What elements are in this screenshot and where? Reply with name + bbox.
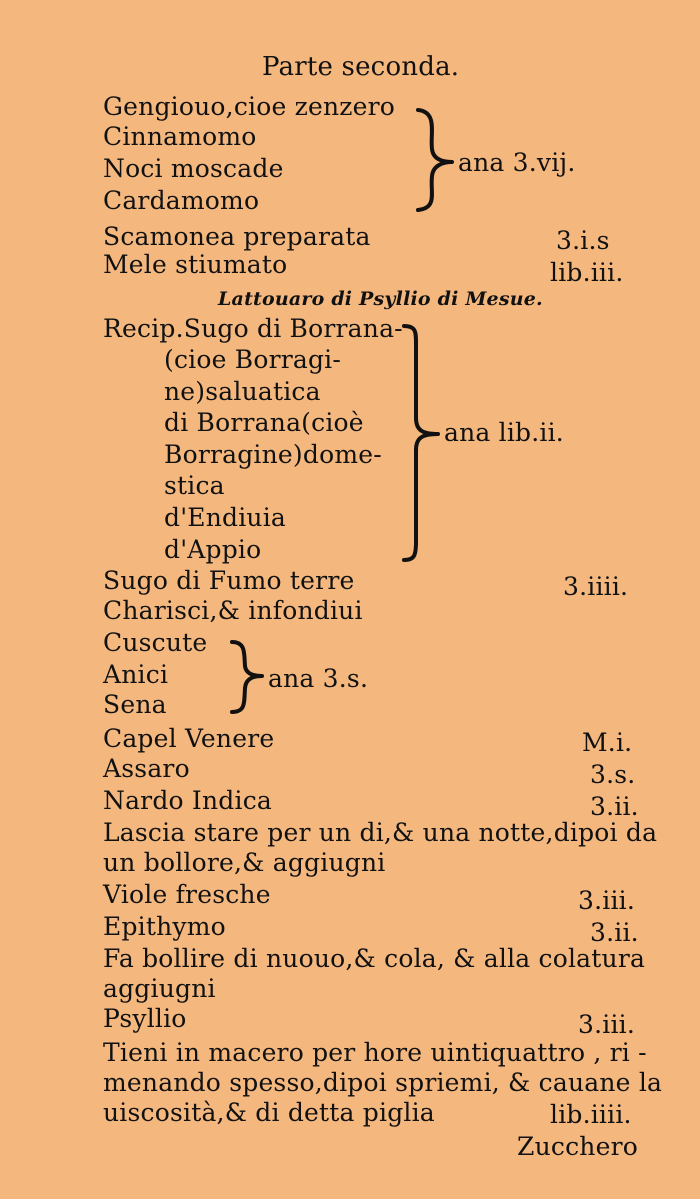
ingredient: Capel Venere bbox=[103, 724, 275, 753]
instruction-line: Charisci,& infondiui bbox=[103, 596, 363, 625]
quantity: 3.iii. bbox=[578, 1010, 635, 1039]
ingredient: Viole fresche bbox=[103, 880, 271, 909]
instruction-line: Lascia stare per un di,& una notte,dipoi da bbox=[103, 818, 658, 847]
quantity: 3.ii. bbox=[590, 918, 639, 947]
ingredient: Gengiouo,cioe zenzero bbox=[103, 92, 396, 121]
ingredient: (cioe Borragi- bbox=[164, 345, 342, 374]
ingredient: Borragine)dome- bbox=[164, 440, 382, 469]
ingredient: d'Endiuia bbox=[164, 503, 287, 532]
page-header: Parte seconda. bbox=[262, 52, 460, 82]
ingredient: Cardamomo bbox=[103, 186, 260, 215]
ingredient: Sugo di Fumo terre bbox=[103, 566, 355, 595]
ingredient: Assaro bbox=[103, 754, 190, 783]
curly-brace bbox=[228, 636, 268, 718]
quantity: M.i. bbox=[582, 728, 633, 757]
quantity: 3.iii. bbox=[578, 886, 635, 915]
ingredient: Mele stiumato bbox=[103, 250, 288, 279]
ingredient: Psyllio bbox=[103, 1004, 187, 1033]
instruction-line: uiscosità,& di detta piglia bbox=[103, 1098, 435, 1127]
ingredient: Cinnamomo bbox=[103, 122, 257, 151]
curly-brace bbox=[398, 318, 448, 568]
instruction-line: aggiugni bbox=[103, 974, 216, 1003]
ingredient: Sena bbox=[103, 690, 167, 719]
ingredient: Cuscute bbox=[103, 628, 208, 657]
ingredient: Noci moscade bbox=[103, 154, 284, 183]
instruction-line: menando spesso,dipoi spriemi, & cauane la bbox=[103, 1068, 663, 1097]
ingredient: Scamonea preparata bbox=[103, 222, 371, 251]
recipe-title: Lattouaro di Psyllio di Mesue. bbox=[218, 288, 543, 310]
quantity: ana lib.ii. bbox=[444, 418, 564, 447]
instruction-line: Tieni in macero per hore uintiquattro , ri - bbox=[103, 1038, 647, 1067]
quantity: lib.iiii. bbox=[550, 1100, 632, 1129]
quantity: 3.s. bbox=[590, 760, 636, 789]
instruction-line: un bollore,& aggiugni bbox=[103, 848, 386, 877]
ingredient: Nardo Indica bbox=[103, 786, 273, 815]
ingredient: di Borrana(cioè bbox=[164, 408, 364, 437]
quantity: ana 3.s. bbox=[268, 664, 369, 693]
ingredient: d'Appio bbox=[164, 535, 262, 564]
catchword: Zucchero bbox=[517, 1132, 638, 1161]
ingredient: Epithymo bbox=[103, 912, 226, 941]
quantity: ana 3.vij. bbox=[458, 148, 576, 177]
quantity: lib.iii. bbox=[550, 258, 624, 287]
instruction-line: Fa bollire di nuouo,& cola, & alla colatura bbox=[103, 944, 646, 973]
ingredient: stica bbox=[164, 471, 225, 500]
ingredient: Recip.Sugo di Borrana- bbox=[103, 314, 403, 343]
quantity: 3.i.s bbox=[556, 226, 610, 255]
quantity: 3.iiii. bbox=[563, 572, 629, 601]
ingredient: ne)saluatica bbox=[164, 377, 321, 406]
ingredient: Anici bbox=[103, 660, 169, 689]
curly-brace bbox=[408, 104, 458, 214]
quantity: 3.ii. bbox=[590, 792, 639, 821]
